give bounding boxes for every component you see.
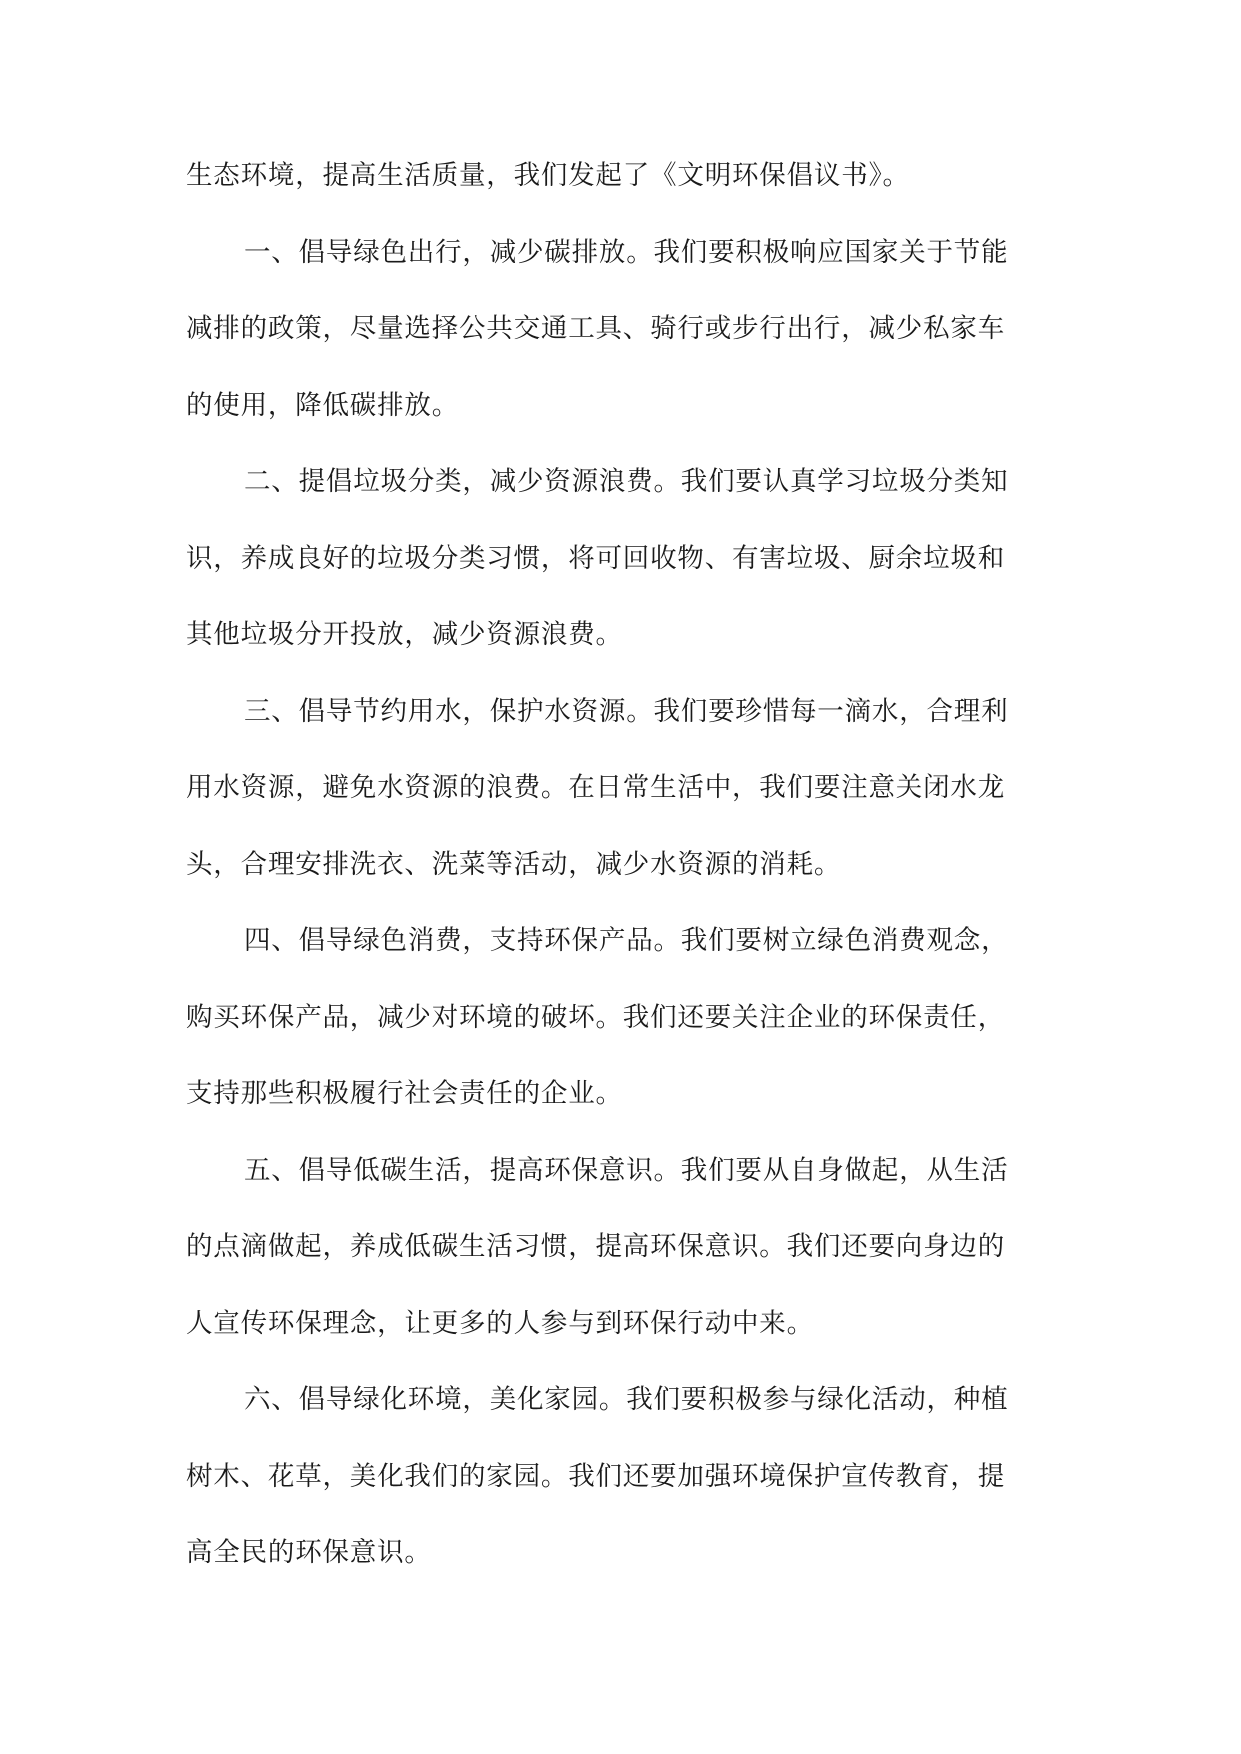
text-line: 购买环保产品，减少对环境的破坏。我们还要关注企业的环保责任， [186, 1001, 1005, 1033]
paragraph-3-line-1: 三、倡导节约用水，保护水资源。我们要珍惜每一滴水，合理利 [244, 695, 1009, 727]
paragraph-5-line-1: 五、倡导低碳生活，提高环保意识。我们要从自身做起，从生活 [244, 1154, 1009, 1186]
text-line: 的点滴做起，养成低碳生活习惯，提高环保意识。我们还要向身边的 [186, 1231, 1005, 1262]
paragraph-6-line-1: 六、倡导绿化环境，美化家园。我们要积极参与绿化活动，种植 [244, 1384, 1009, 1415]
text-line: 人宣传环保理念，让更多的人参与到环保行动中来。 [186, 1307, 814, 1339]
text-line: 高全民的环保意识。 [186, 1537, 432, 1568]
text-line: 用水资源，避免水资源的浪费。在日常生活中，我们要注意关闭水龙 [186, 772, 1005, 803]
text-line: 支持那些积极履行社会责任的企业。 [186, 1078, 623, 1109]
text-line: 减排的政策，尽量选择公共交通工具、骑行或步行出行，减少私家车 [186, 313, 1005, 344]
paragraph-1-line-1: 一、倡导绿色出行，减少碳排放。我们要积极响应国家关于节能 [244, 236, 1009, 268]
paragraph-4-line-1: 四、倡导绿色消费，支持环保产品。我们要树立绿色消费观念， [244, 925, 1009, 956]
text-line: 的使用，降低碳排放。 [186, 389, 459, 421]
text-line: 其他垃圾分开投放，减少资源浪费。 [186, 619, 623, 650]
text-line: 识，养成良好的垃圾分类习惯，将可回收物、有害垃圾、厨余垃圾和 [186, 542, 1005, 574]
document-body [186, 148, 1056, 1602]
text-line: 树木、花草，美化我们的家园。我们还要加强环境保护宣传教育，提 [186, 1460, 1005, 1492]
text-line: 头，合理安排洗衣、洗菜等活动，减少水资源的消耗。 [186, 848, 842, 880]
text-line: 生态环境，提高生活质量，我们发起了《文明环保倡议书》。 [186, 160, 910, 191]
paragraph-2-line-1: 二、提倡垃圾分类，减少资源浪费。我们要认真学习垃圾分类知 [244, 466, 1009, 497]
